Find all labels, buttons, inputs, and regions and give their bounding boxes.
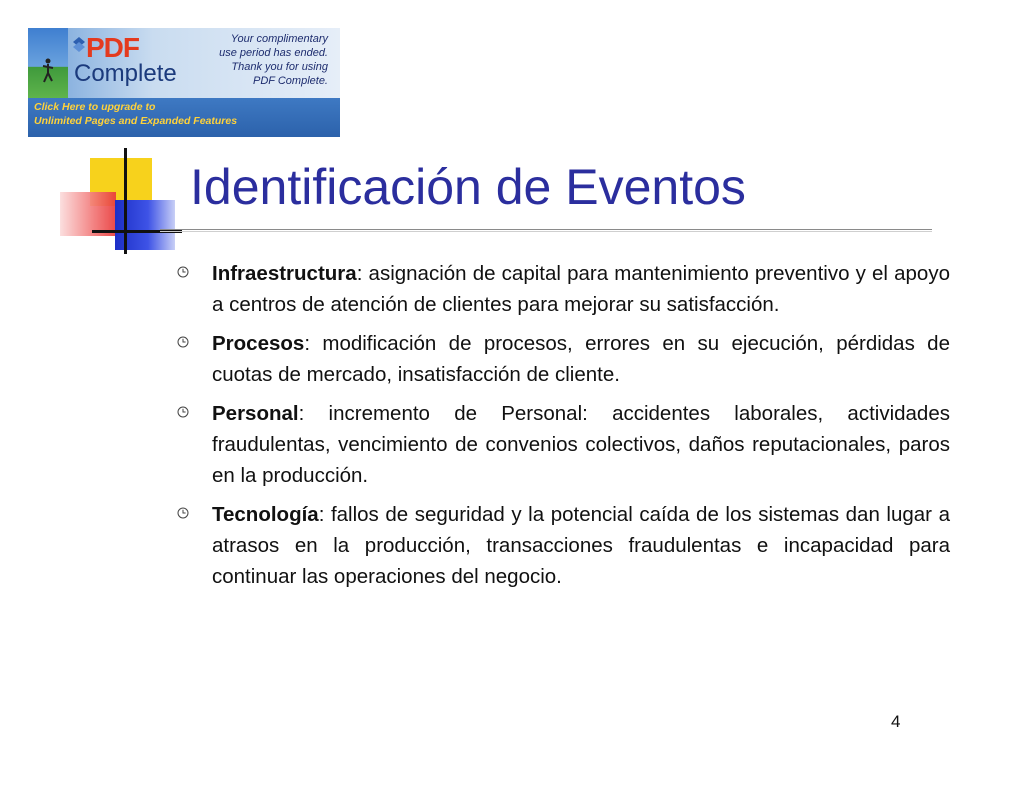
pdf-logo-text: PDF (86, 32, 139, 63)
pdf-logo-icon (72, 36, 86, 54)
item-text: incremento de Personal: accidentes laborales, actividades fraudulentas, vencimiento de convenios colectivos, daños reputacionales, paros en la producción. (212, 402, 950, 487)
list-item (174, 499, 950, 592)
jumping-person-icon (42, 58, 54, 84)
list-item (174, 328, 950, 390)
clock-bullet-icon (177, 406, 189, 418)
item-term: Procesos (212, 332, 305, 355)
decor-vertical-line (124, 148, 127, 254)
item-separator: : (298, 402, 329, 425)
item-text: asignación de capital para mantenimiento preventivo y el apoyo a centros de atención de clientes para mejorar su satisfacción. (212, 262, 950, 316)
slide-title: Identificación de Eventos (190, 159, 746, 215)
upgrade-link[interactable] (34, 100, 237, 128)
note-line: PDF Complete. (253, 75, 328, 87)
note-line: use period has ended. (219, 47, 328, 59)
item-text: fallos de seguridad y la potencial caída de los sistemas dan lugar a atrasos en la producción, transacciones fraudulentas e incapacidad para continuar las operaciones del negocio. (212, 503, 950, 588)
item-term: Tecnología (212, 503, 319, 526)
item-term: Infraestructura (212, 262, 357, 285)
item-text: modificación de procesos, errores en su ejecución, pérdidas de cuotas de mercado, insatisfacción de cliente. (212, 332, 950, 386)
list-item (174, 398, 950, 491)
clock-bullet-icon (177, 266, 189, 278)
item-term: Personal (212, 402, 299, 425)
item-separator: : (318, 503, 331, 526)
upgrade-banner[interactable] (28, 28, 340, 137)
clock-bullet-icon (177, 507, 189, 519)
trial-ended-note (188, 32, 328, 88)
complete-logo-text: Complete (74, 60, 177, 87)
item-separator: : (304, 332, 323, 355)
page-number: 4 (891, 712, 901, 731)
note-line: Thank you for using (231, 61, 328, 73)
clock-bullet-icon (177, 336, 189, 348)
item-separator: : (356, 262, 369, 285)
bullet-list (174, 258, 950, 600)
upgrade-line: Click Here to upgrade to (34, 101, 156, 113)
list-item (174, 258, 950, 320)
title-divider-shadow (160, 231, 932, 232)
note-line: Your complimentary (230, 33, 328, 45)
title-divider (160, 229, 932, 230)
banner-photo (28, 28, 68, 98)
upgrade-line: Unlimited Pages and Expanded Features (34, 115, 238, 127)
